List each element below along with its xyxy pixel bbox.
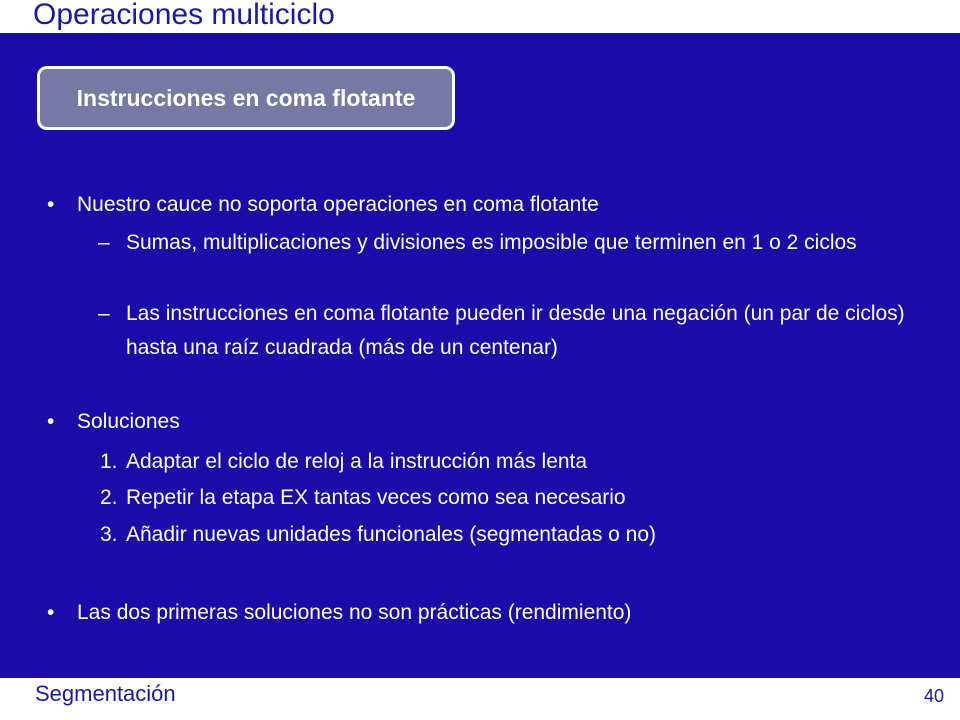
solution-text: Repetir la etapa EX tantas veces como sea necesario: [126, 486, 626, 509]
bullet-mark: •: [47, 410, 55, 433]
solution-number: 1.: [100, 450, 118, 473]
solution-number: 2.: [100, 486, 118, 509]
dash-mark: –: [98, 302, 110, 325]
page-number: 40: [924, 686, 945, 706]
solution-text: Adaptar el ciclo de reloj a la instrucción más lenta: [126, 450, 588, 473]
dash-mark: –: [98, 231, 110, 254]
slide-title: Operaciones multiciclo: [33, 0, 335, 31]
footer-section-label: Segmentación: [35, 681, 176, 706]
sub-item-text: Sumas, multiplicaciones y divisiones es imposible que terminen en 1 o 2 ciclos: [126, 231, 857, 254]
bullet-text: Soluciones: [77, 410, 180, 433]
sub-item-text: Las instrucciones en coma flotante pueden ir desde una negación (un par de ciclos) hasta una raíz cuadrada (más de un centenar): [126, 302, 905, 359]
bullet-mark: •: [47, 193, 55, 216]
solution-text: Añadir nuevas unidades funcionales (segmentadas o no): [126, 523, 657, 546]
section-header: Instrucciones en coma flotante: [37, 66, 455, 130]
bullet-text: Las dos primeras soluciones no son prácticas (rendimiento): [77, 601, 632, 624]
bullet-text: Nuestro cauce no soporta operaciones en coma flotante: [77, 193, 599, 216]
bullet-mark: •: [47, 601, 55, 624]
solution-number: 3.: [100, 523, 118, 546]
